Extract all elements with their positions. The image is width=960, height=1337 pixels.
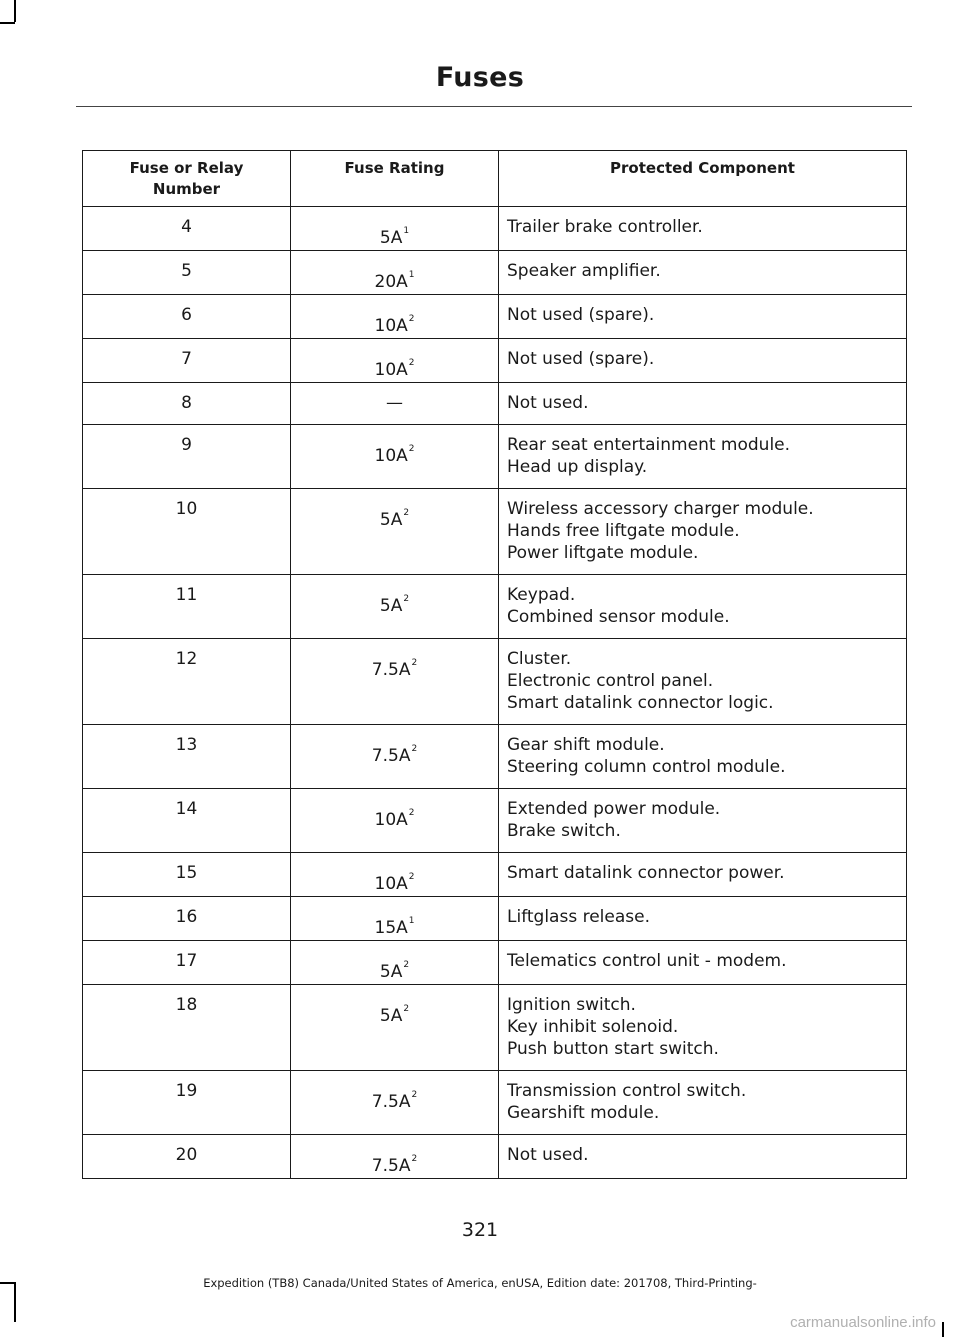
component-line: Head up display. xyxy=(507,457,648,477)
page-number: 321 xyxy=(461,1219,499,1241)
footnote-marker: 1 xyxy=(408,270,415,280)
protected-component xyxy=(499,383,907,425)
component-line: Power liftgate module. xyxy=(507,543,699,563)
table-row xyxy=(83,339,907,383)
fuse-number: 14 xyxy=(83,789,291,853)
fuse-number: 12 xyxy=(83,639,291,725)
fuse-rating xyxy=(291,295,499,339)
component-line: Not used. xyxy=(507,393,589,413)
table-row xyxy=(83,789,907,853)
protected-component xyxy=(499,639,907,725)
footnote-marker: 1 xyxy=(403,226,410,236)
fuse-table xyxy=(82,150,907,1179)
component-line: Combined sensor module. xyxy=(507,607,730,627)
fuse-rating xyxy=(291,1071,499,1135)
footnote-marker: 2 xyxy=(403,594,410,604)
fuse-number: 18 xyxy=(83,985,291,1071)
fuse-rating xyxy=(291,789,499,853)
fuse-rating xyxy=(291,575,499,639)
title-divider xyxy=(76,106,912,107)
fuse-number: 10 xyxy=(83,489,291,575)
component-line: Transmission control switch. xyxy=(507,1081,747,1101)
footnote-marker: 2 xyxy=(408,314,415,324)
fuse-rating-value: 10A xyxy=(374,446,408,466)
fuse-rating-value: 5A xyxy=(379,510,403,530)
fuse-rating-value: 10A xyxy=(374,360,408,380)
footnote-marker: 2 xyxy=(408,358,415,368)
component-line: Not used (spare). xyxy=(507,349,655,369)
fuse-rating xyxy=(291,489,499,575)
component-line: Liftglass release. xyxy=(507,907,650,927)
table-row xyxy=(83,295,907,339)
component-line: Smart datalink connector power. xyxy=(507,863,785,883)
table-row xyxy=(83,985,907,1071)
page-title: Fuses xyxy=(435,62,525,93)
table-row xyxy=(83,1071,907,1135)
fuse-rating xyxy=(291,383,499,425)
fuse-rating-value: 10A xyxy=(374,810,408,830)
fuse-rating-value: 5A xyxy=(379,1006,403,1026)
protected-component xyxy=(499,425,907,489)
footer-edition-text: Expedition (TB8) Canada/United States of America, enUSA, Edition date: 201708, Third-Printing- xyxy=(203,1276,757,1290)
column-header-number: Fuse or Relay Number xyxy=(83,151,291,207)
table-row xyxy=(83,425,907,489)
fuse-rating-value: 5A xyxy=(379,962,403,982)
component-line: Brake switch. xyxy=(507,821,621,841)
footnote-marker: 2 xyxy=(408,808,415,818)
component-line: Telematics control unit - modem. xyxy=(507,951,787,971)
fuse-rating xyxy=(291,985,499,1071)
fuse-rating xyxy=(291,339,499,383)
protected-component xyxy=(499,941,907,985)
table-row xyxy=(83,725,907,789)
fuse-number: 13 xyxy=(83,725,291,789)
crop-mark-top-left-h xyxy=(0,22,15,24)
protected-component xyxy=(499,725,907,789)
table-row xyxy=(83,1135,907,1179)
component-line: Electronic control panel. xyxy=(507,671,714,691)
protected-component xyxy=(499,853,907,897)
fuse-number: 9 xyxy=(83,425,291,489)
footnote-marker: 2 xyxy=(411,1154,418,1164)
fuse-number: 16 xyxy=(83,897,291,941)
component-line: Steering column control module. xyxy=(507,757,786,777)
fuse-number: 11 xyxy=(83,575,291,639)
column-header-rating: Fuse Rating xyxy=(291,151,499,207)
protected-component xyxy=(499,207,907,251)
fuse-rating-value: 20A xyxy=(374,272,408,292)
component-line: Keypad. xyxy=(507,585,576,605)
component-line: Not used. xyxy=(507,1145,589,1165)
fuse-rating-value: 7.5A xyxy=(371,660,411,680)
protected-component xyxy=(499,339,907,383)
fuse-rating-value: 15A xyxy=(374,918,408,938)
component-line: Wireless accessory charger module. xyxy=(507,499,814,519)
fuse-rating xyxy=(291,1135,499,1179)
fuse-number: 7 xyxy=(83,339,291,383)
protected-component xyxy=(499,489,907,575)
footnote-marker: 2 xyxy=(411,744,418,754)
table-row xyxy=(83,489,907,575)
component-line: Ignition switch. xyxy=(507,995,636,1015)
component-line: Not used (spare). xyxy=(507,305,655,325)
fuse-rating xyxy=(291,853,499,897)
fuse-number: 15 xyxy=(83,853,291,897)
fuse-rating xyxy=(291,425,499,489)
fuse-rating-value: 10A xyxy=(374,316,408,336)
component-line: Extended power module. xyxy=(507,799,721,819)
protected-component xyxy=(499,295,907,339)
table-row xyxy=(83,207,907,251)
column-header-component: Protected Component xyxy=(499,151,907,207)
fuse-rating xyxy=(291,941,499,985)
component-line: Speaker amplifier. xyxy=(507,261,661,281)
crop-mark-top-left xyxy=(14,0,16,22)
fuse-rating-value: — xyxy=(386,393,403,413)
protected-component xyxy=(499,897,907,941)
footnote-marker: 2 xyxy=(403,508,410,518)
fuse-rating-value: 7.5A xyxy=(371,1156,411,1176)
fuse-number: 20 xyxy=(83,1135,291,1179)
component-line: Hands free liftgate module. xyxy=(507,521,740,541)
table-row xyxy=(83,853,907,897)
protected-component xyxy=(499,789,907,853)
footnote-marker: 2 xyxy=(403,960,410,970)
fuse-number: 17 xyxy=(83,941,291,985)
footnote-marker: 1 xyxy=(408,916,415,926)
component-line: Cluster. xyxy=(507,649,572,669)
fuse-rating xyxy=(291,725,499,789)
protected-component xyxy=(499,575,907,639)
crop-mark-bottom-right xyxy=(942,1322,944,1337)
component-line: Gearshift module. xyxy=(507,1103,660,1123)
fuse-number: 8 xyxy=(83,383,291,425)
fuse-rating-value: 7.5A xyxy=(371,1092,411,1112)
protected-component xyxy=(499,1071,907,1135)
table-row xyxy=(83,941,907,985)
fuse-rating xyxy=(291,639,499,725)
footnote-marker: 2 xyxy=(411,1090,418,1100)
footnote-marker: 2 xyxy=(403,1004,410,1014)
protected-component xyxy=(499,985,907,1071)
component-line: Gear shift module. xyxy=(507,735,665,755)
fuse-number: 4 xyxy=(83,207,291,251)
fuse-number: 6 xyxy=(83,295,291,339)
component-line: Rear seat entertainment module. xyxy=(507,435,791,455)
fuse-rating xyxy=(291,897,499,941)
fuse-number: 19 xyxy=(83,1071,291,1135)
component-line: Smart datalink connector logic. xyxy=(507,693,774,713)
component-line: Push button start switch. xyxy=(507,1039,719,1059)
protected-component xyxy=(499,1135,907,1179)
footnote-marker: 2 xyxy=(408,444,415,454)
table-row xyxy=(83,251,907,295)
table-row xyxy=(83,639,907,725)
component-line: Trailer brake controller. xyxy=(507,217,703,237)
component-line: Key inhibit solenoid. xyxy=(507,1017,679,1037)
fuse-rating xyxy=(291,251,499,295)
protected-component xyxy=(499,251,907,295)
table-header-row xyxy=(83,151,907,207)
fuse-rating-value: 5A xyxy=(379,596,403,616)
fuse-rating-value: 5A xyxy=(379,228,403,248)
footnote-marker: 2 xyxy=(408,872,415,882)
fuse-number: 5 xyxy=(83,251,291,295)
footnote-marker: 2 xyxy=(411,658,418,668)
fuse-rating xyxy=(291,207,499,251)
table-row xyxy=(83,897,907,941)
fuse-rating-value: 10A xyxy=(374,874,408,894)
table-row xyxy=(83,383,907,425)
watermark-logo: carmanualsonline.info xyxy=(790,1314,936,1331)
table-row xyxy=(83,575,907,639)
fuse-rating-value: 7.5A xyxy=(371,746,411,766)
